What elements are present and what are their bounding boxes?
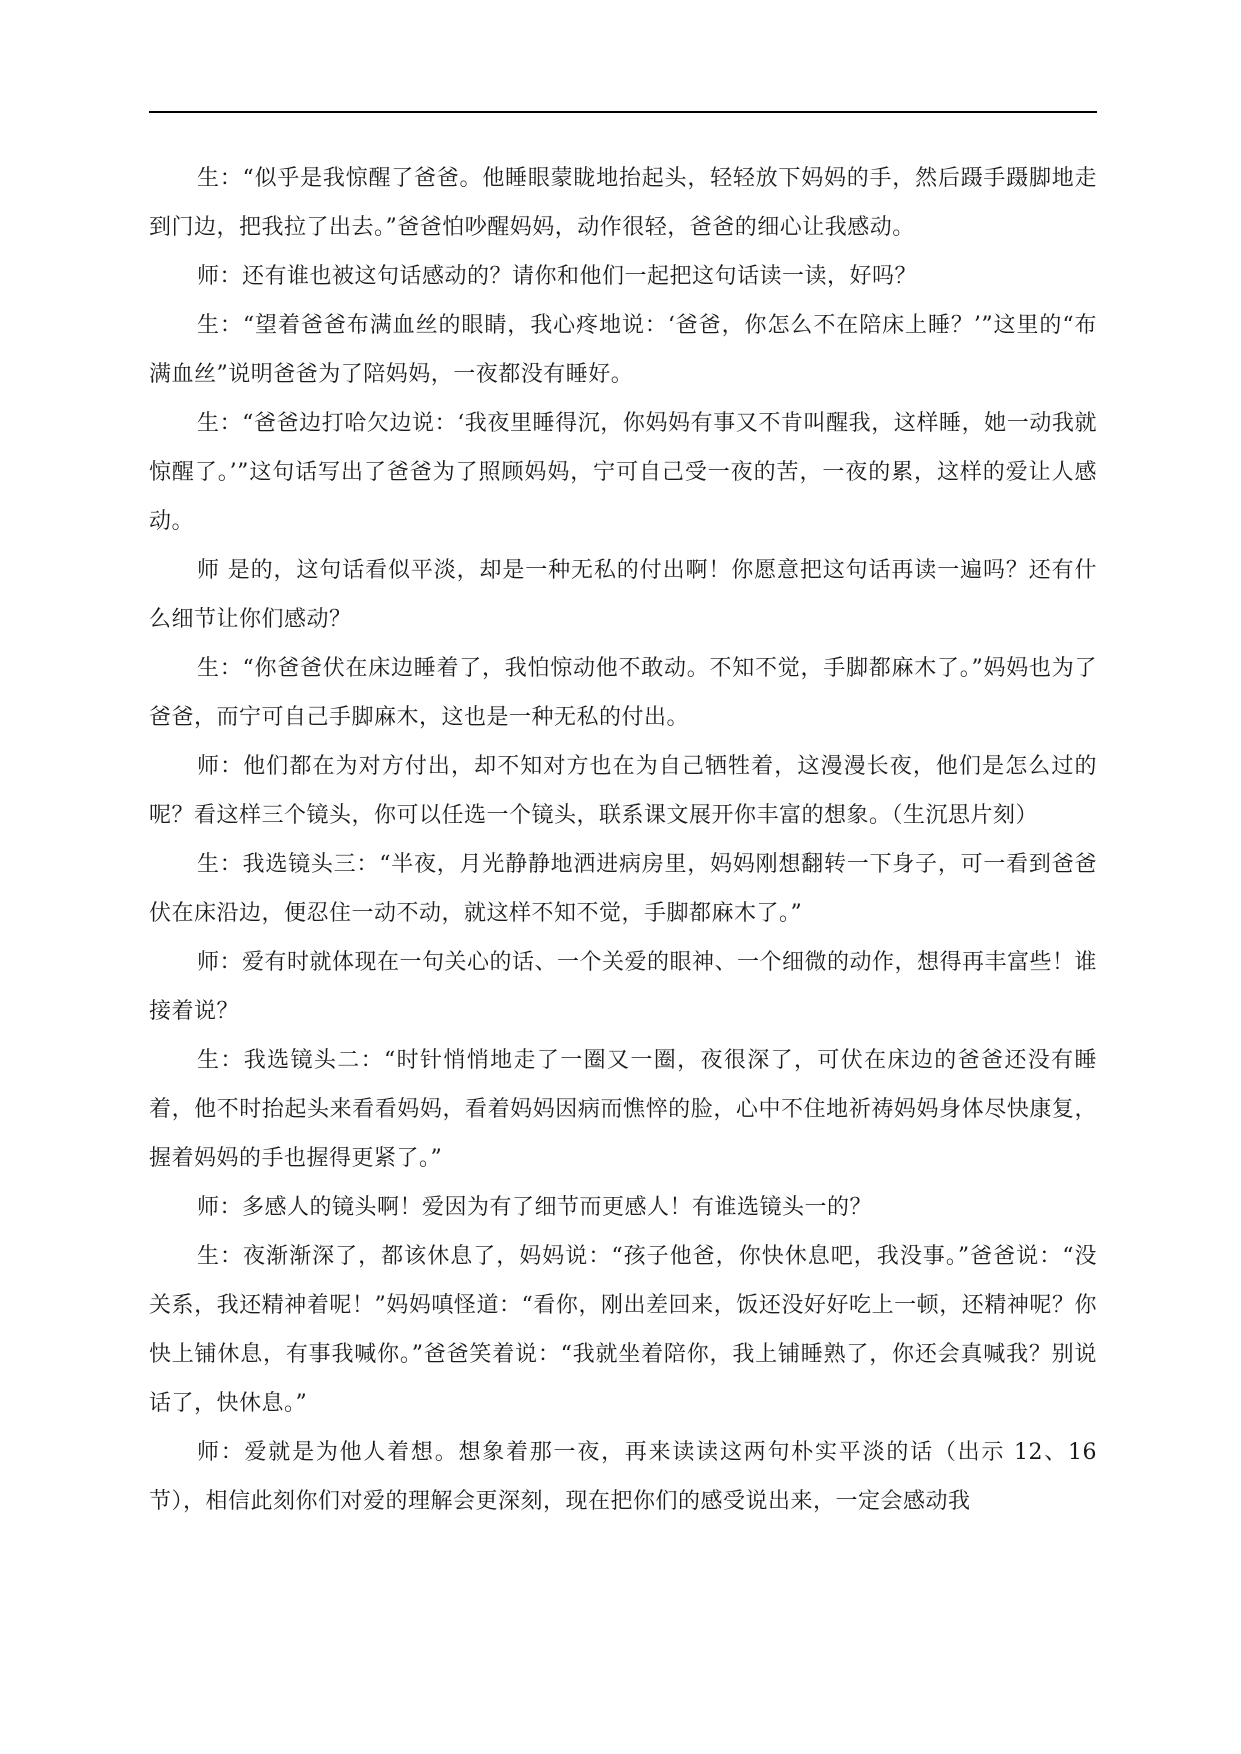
paragraph: 生：“望着爸爸布满血丝的眼睛，我心疼地说：‘爸爸，你怎么不在陪床上睡？’”这里的“布满血丝”说明爸爸为了陪妈妈，一夜都没有睡好。 xyxy=(149,313,1097,387)
paragraph: 生：“似乎是我惊醒了爸爸。他睡眼蒙眬地抬起头，轻轻放下妈妈的手，然后蹑手蹑脚地走到门边，把我拉了出去。”爸爸怕吵醒妈妈，动作很轻，爸爸的细心让我感动。 xyxy=(149,166,1097,240)
paragraph: 师：爱有时就体现在一句关心的话、一个关爱的眼神、一个细微的动作，想得再丰富些！谁接着说？ xyxy=(149,950,1098,1024)
paragraph: 生：“你爸爸伏在床边睡着了，我怕惊动他不敢动。不知不觉，手脚都麻木了。”妈妈也为了爸爸，而宁可自己手脚麻木，这也是一种无私的付出。 xyxy=(149,656,1097,730)
document-body xyxy=(149,154,1097,1526)
paragraph: 师 是的，这句话看似平淡，却是一种无私的付出啊！你愿意把这句话再读一遍吗？还有什么细节让你们感动？ xyxy=(149,558,1097,632)
paragraph: 师：多感人的镜头啊！爱因为有了细节而更感人！有谁选镜头一的？ xyxy=(197,1195,873,1220)
paragraph: 生：我选镜头三：“半夜，月光静静地洒进病房里，妈妈刚想翻转一下身子，可一看到爸爸伏在床沿边，便忍住一动不动，就这样不知不觉，手脚都麻木了。” xyxy=(149,852,1097,926)
paragraph: 生：“爸爸边打哈欠边说：‘我夜里睡得沉，你妈妈有事又不肯叫醒我，这样睡，她一动我就惊醒了。’”这句话写出了爸爸为了照顾妈妈，宁可自己受一夜的苦，一夜的累，这样的爱让人感动。 xyxy=(149,411,1097,534)
header-rule xyxy=(149,111,1097,113)
paragraph: 师：还有谁也被这句话感动的？请你和他们一起把这句话读一读，好吗？ xyxy=(197,264,918,289)
paragraph: 师：他们都在为对方付出，却不知对方也在为自己牺牲着，这漫漫长夜，他们是怎么过的呢？看这样三个镜头，你可以任选一个镜头，联系课文展开你丰富的想象。（生沉思片刻） xyxy=(149,754,1097,828)
paragraph: 生：夜渐渐深了，都该休息了，妈妈说：“孩子他爸，你快休息吧，我没事。”爸爸说：“没关系，我还精神着呢！”妈妈嗔怪道：“看你，刚出差回来，饭还没好好吃上一顿，还精神呢？你快上铺休息，有事我喊你。”爸爸笑着说：“我就坐着陪你，我上铺睡熟了，你还会真喊我？别说话了，快休息。” xyxy=(149,1244,1097,1416)
paragraph: 生：我选镜头二：“时针悄悄地走了一圈又一圈，夜很深了，可伏在床边的爸爸还没有睡着，他不时抬起头来看看妈妈，看着妈妈因病而憔悴的脸，心中不住地祈祷妈妈身体尽快康复，握着妈妈的手也握得更紧了。” xyxy=(149,1048,1097,1171)
paragraph: 师：爱就是为他人着想。想象着那一夜，再来读读这两句朴实平淡的话（出示 12、16 节），相信此刻你们对爱的理解会更深刻，现在把你们的感受说出来，一定会感动我 xyxy=(149,1440,1097,1514)
